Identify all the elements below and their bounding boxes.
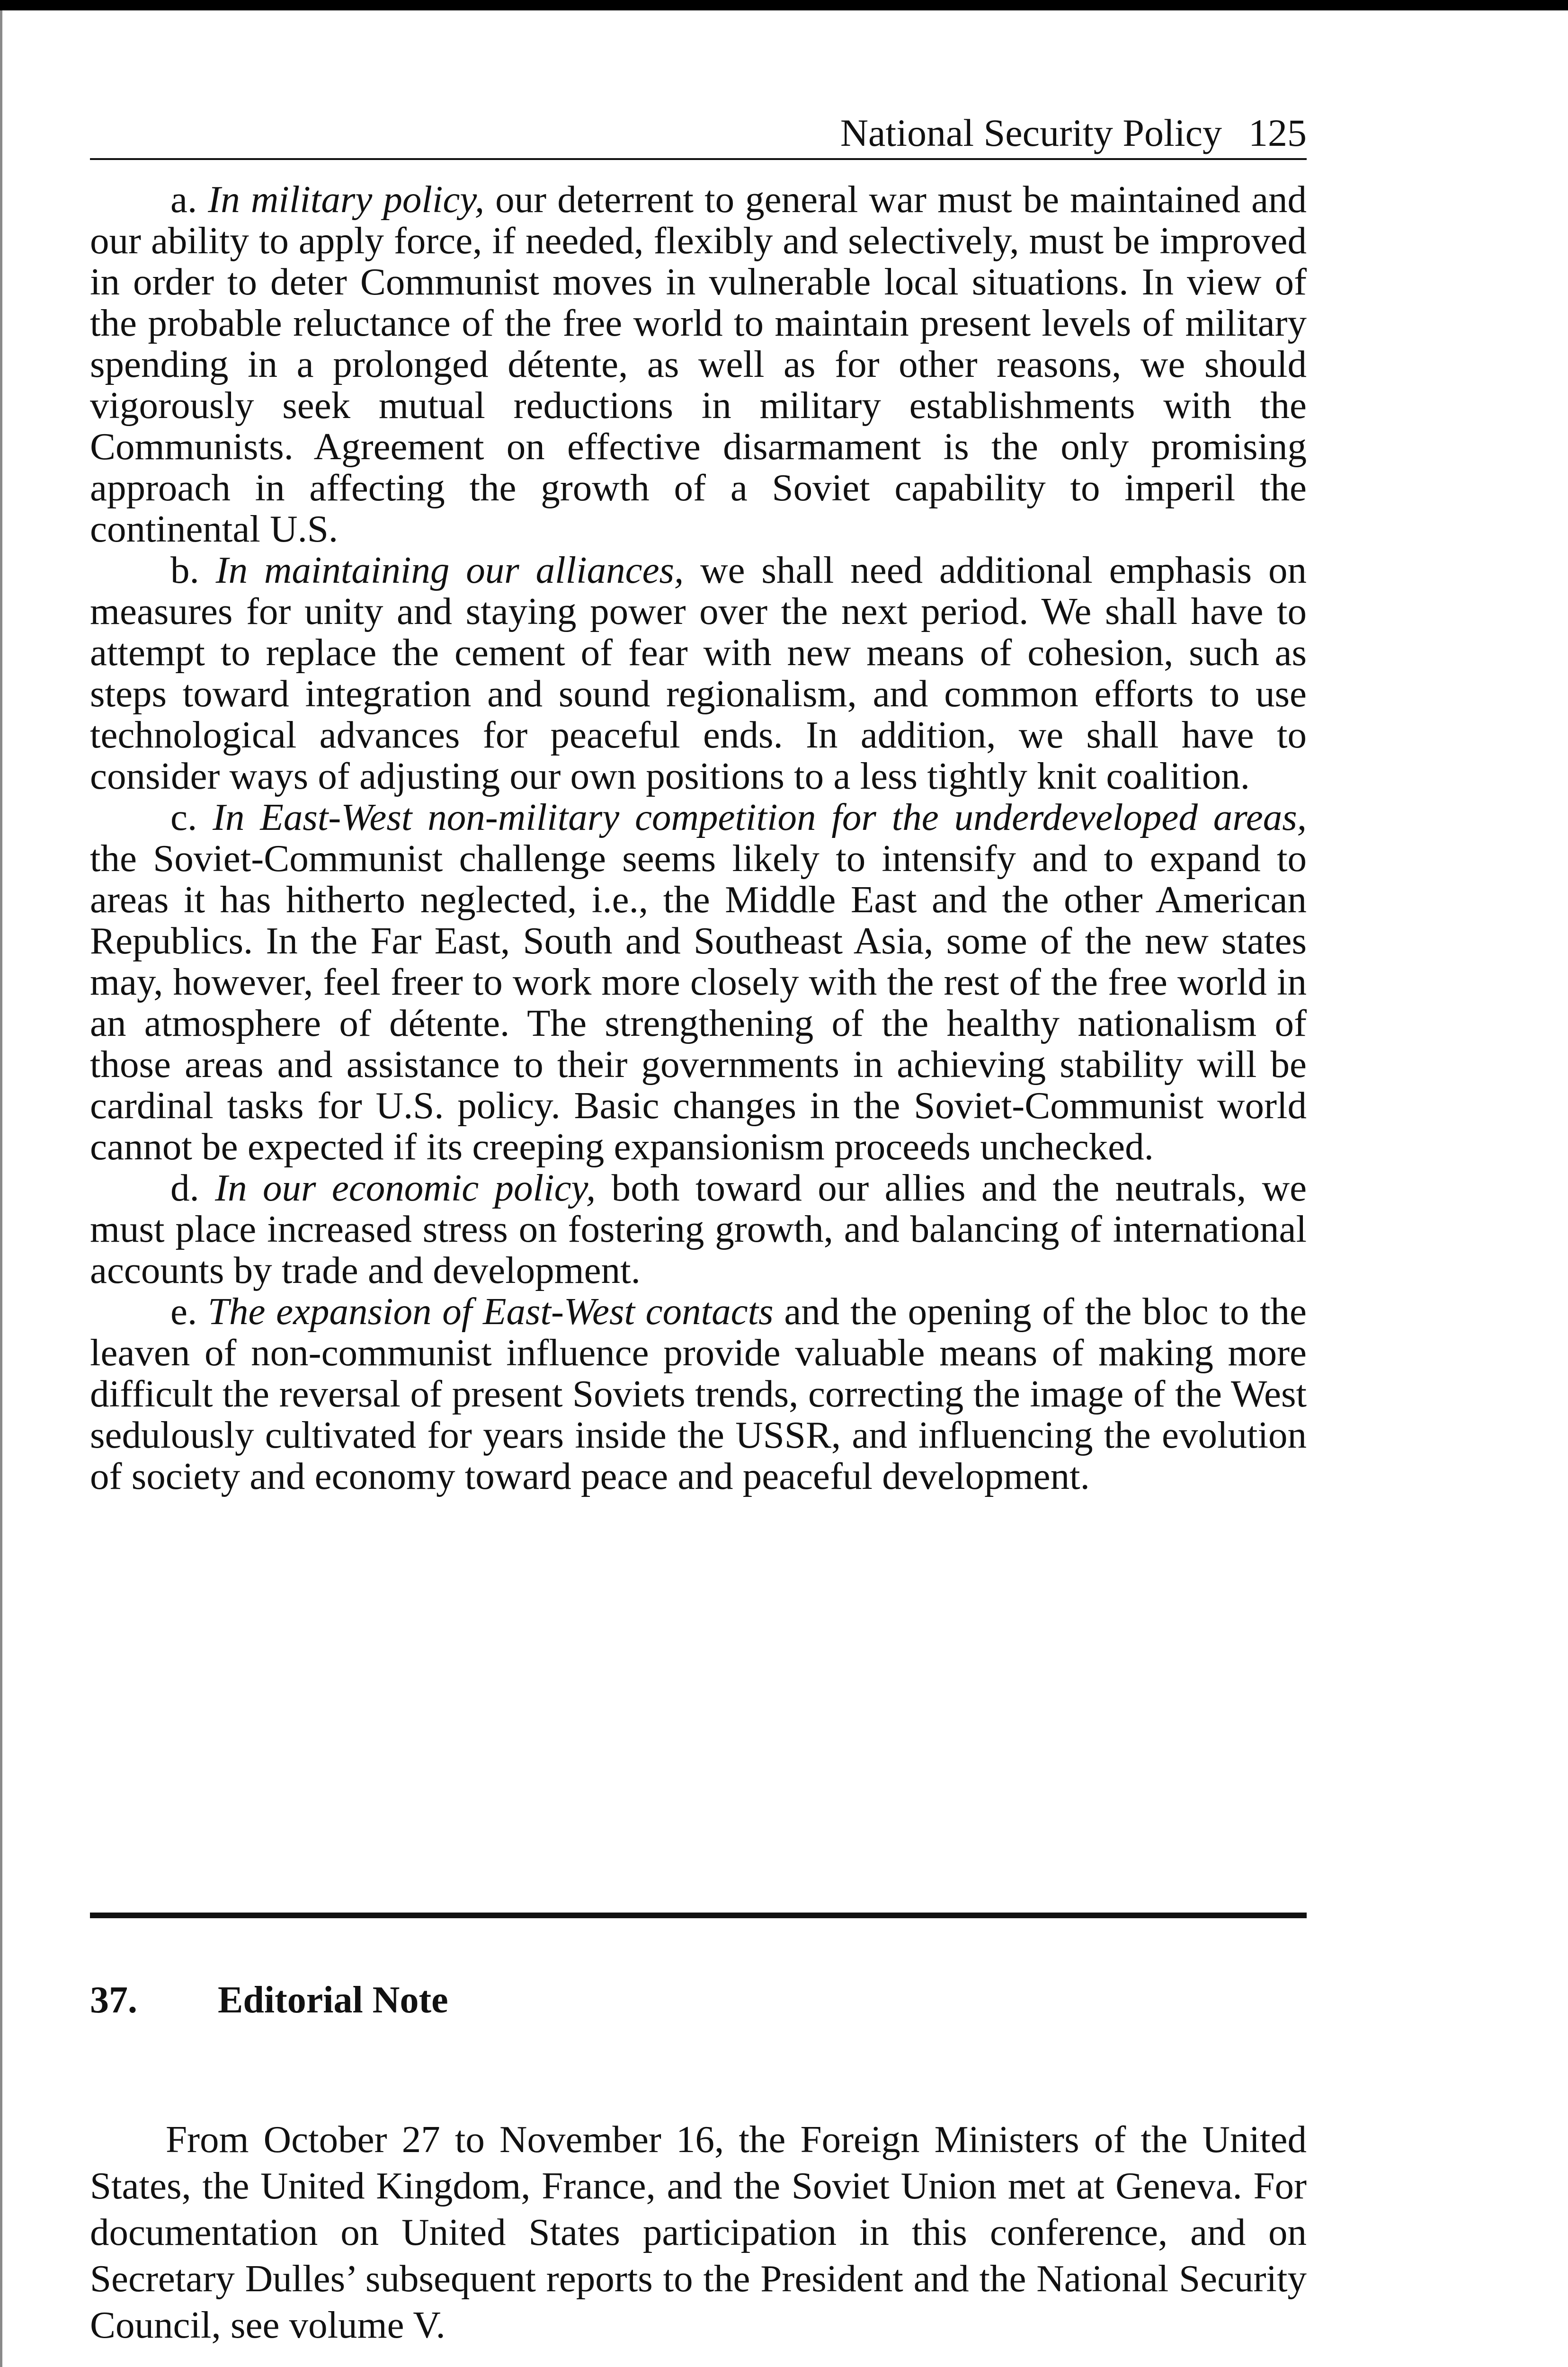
- paragraph-text: our deterrent to general war must be maintained and our ability to apply force, if needed, flexibly and selectively, must be improved in order to deter Communist moves in vulnerable local situations. In view of the probable reluctance of the free world to maintain present levels of military spending in a prolonged détente, as well as for other reasons, we should vigorously seek mutual reductions in military establishments with the Communists. Agreement on effective disarmament is the only promising approach in affecting the growth of a Soviet capability to imperil the continental U.S.: [90, 178, 1307, 550]
- paragraph-label: c.: [170, 796, 197, 838]
- paragraph-text: both toward our allies and the neutrals, we must place increased stress on fostering growth, and balancing of international accounts by trade and development.: [90, 1166, 1307, 1291]
- paragraph-label: e.: [170, 1290, 197, 1333]
- paragraph-a: [90, 179, 1307, 550]
- policy-paragraphs: [90, 179, 1307, 1497]
- page-body: [90, 111, 1307, 1497]
- paragraph-e: [90, 1291, 1307, 1497]
- editorial-note-heading: [90, 1981, 448, 2019]
- section-divider: [90, 1913, 1307, 1918]
- paragraph-label: d.: [170, 1166, 199, 1209]
- paragraph-lead: In East-West non-military competition for the underdeveloped areas,: [213, 796, 1307, 838]
- paragraph-c: [90, 797, 1307, 1167]
- running-title: National Security Policy: [840, 111, 1222, 154]
- paragraph-text: we shall need additional emphasis on measures for unity and staying power over the next period. We shall have to attempt to replace the cement of fear with new means of cohesion, such as steps toward integration and sound regionalism, and common efforts to use technological advances for peaceful ends. In addition, we shall have to consider ways of adjusting our own positions to a less tightly knit coalition.: [90, 549, 1307, 797]
- paragraph-lead: In military policy,: [208, 178, 485, 221]
- scan-border-left: [0, 10, 2, 2367]
- paragraph-label: b.: [170, 549, 199, 591]
- document-number: 37.: [90, 1979, 137, 2021]
- editorial-note-body: [90, 2116, 1307, 2348]
- paragraph-text: and the opening of the bloc to the leaven of non-communist influence provide valuable means of making more difficult the reversal of present Soviets trends, correcting the image of the West sedulously cultivated for years inside the USSR, and influencing the evolution of society and economy toward peace and peaceful development.: [90, 1290, 1307, 1497]
- paragraph-lead: In our economic policy,: [215, 1166, 596, 1209]
- running-header: [90, 111, 1307, 160]
- editorial-note-title: Editorial Note: [218, 1979, 448, 2021]
- paragraph-d: [90, 1167, 1307, 1291]
- paragraph-lead: In maintaining our alliances,: [215, 549, 684, 591]
- paragraph-text: the Soviet-Communist challenge seems likely to intensify and to expand to areas it has hitherto neglected, i.e., the Middle East and the other American Republics. In the Far East, South and Southeast Asia, some of the new states may, however, feel freer to work more closely with the rest of the free world in an atmosphere of détente. The strengthening of the healthy nationalism of those areas and assistance to their governments in achieving stability will be cardinal tasks for U.S. policy. Basic changes in the Soviet-Communist world cannot be expected if its creeping expansionism proceeds unchecked.: [90, 837, 1307, 1168]
- page-number: 125: [1248, 111, 1307, 154]
- scan-border-top: [0, 0, 1568, 10]
- paragraph-b: [90, 550, 1307, 797]
- paragraph-lead: The expansion of East-West contacts: [207, 1290, 774, 1333]
- editorial-note-paragraph: From October 27 to November 16, the Foreign Ministers of the United States, the United Kingdom, France, and the Soviet Union met at Geneva. For documentation on United States participation in this conference, and on Secretary Dulles’ subsequent reports to the President and the National Security Council, see volume V.: [90, 2118, 1307, 2346]
- paragraph-label: a.: [170, 178, 197, 221]
